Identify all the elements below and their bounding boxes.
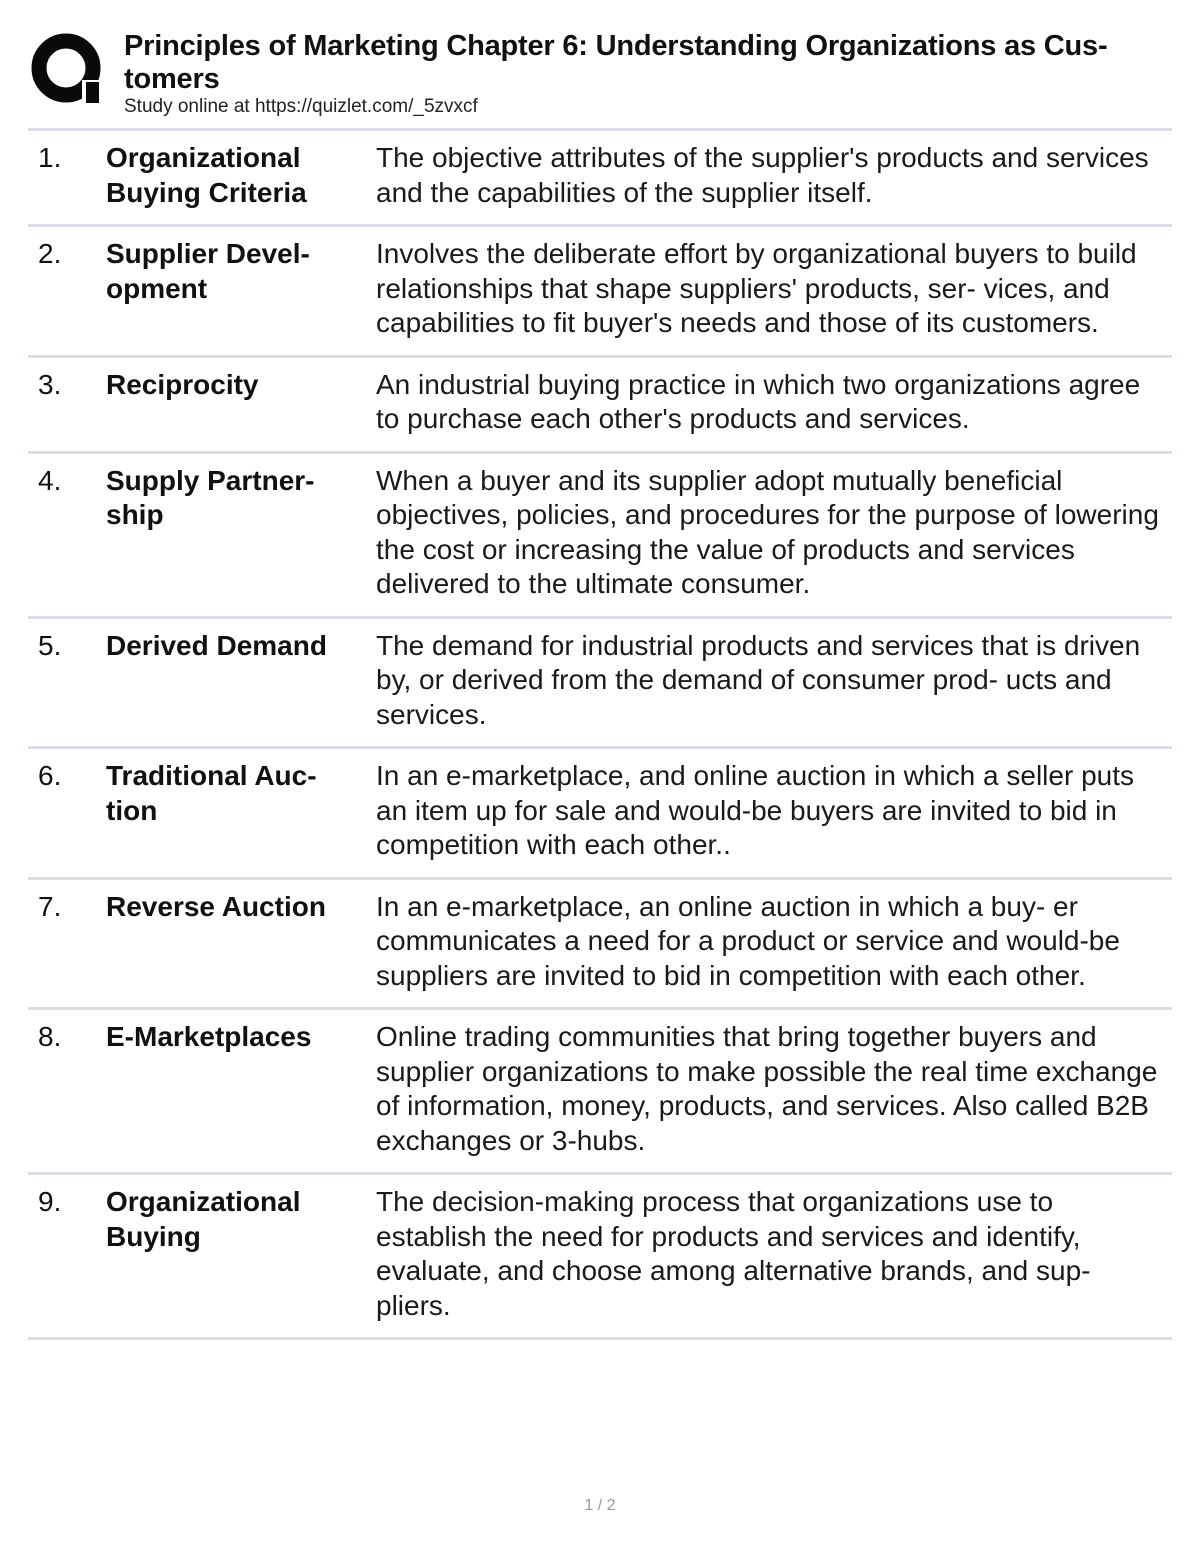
flashcard-row <box>28 227 1172 358</box>
card-definition: In an e-marketplace, an online auction in which a buy- er communicates a need for a product or service and would-be suppliers are invited to bid in competition with each other. <box>376 890 1120 991</box>
card-definition: The decision-making process that organizations use to establish the need for products and services and identify, evaluate, and choose among alternative brands, and sup- pliers. <box>376 1186 1091 1321</box>
flashcard-row <box>28 1010 1172 1175</box>
page-indicator: 1 / 2 <box>584 1497 616 1514</box>
card-number: 9. <box>38 1186 62 1217</box>
flashcard-row <box>28 358 1172 454</box>
flashcard-row <box>28 880 1172 1011</box>
card-term: Organizational Buying Criteria <box>106 142 307 208</box>
card-term: Supplier Devel- opment <box>106 238 310 304</box>
card-number: 6. <box>38 760 62 791</box>
document-title: Principles of Marketing Chapter 6: Understanding Organizations as Cus- tomers <box>124 30 1108 95</box>
card-term: Supply Partner- ship <box>106 464 315 530</box>
flashcard-row <box>28 1175 1172 1340</box>
card-number: 2. <box>38 238 62 269</box>
flashcard-row <box>28 619 1172 750</box>
card-definition: The demand for industrial products and services that is driven by, or derived from the demand of consumer prod- ucts and services. <box>376 629 1141 730</box>
card-number: 4. <box>38 464 62 496</box>
study-online-link[interactable]: Study online at https://quizlet.com/_5zvxcf <box>124 96 478 117</box>
card-term: Traditional Auc- tion <box>106 760 317 826</box>
card-term: Reverse Auction <box>106 890 326 922</box>
card-definition: Involves the deliberate effort by organizational buyers to build relationships that shape suppliers' products, ser- vices, and capabilities to fit buyer's needs and those of its customers. <box>376 238 1137 338</box>
card-number: 7. <box>38 890 62 922</box>
card-number: 5. <box>38 629 62 661</box>
card-term: Reciprocity <box>106 368 259 400</box>
card-definition: The objective attributes of the supplier's products and services and the capabilities of the supplier itself. <box>376 142 1149 208</box>
card-definition: Online trading communities that bring together buyers and supplier organizations to make possible the real time exchange of information, money, products, and services. Also called B2B exchanges or 3-hubs. <box>376 1021 1158 1156</box>
flashcard-row <box>28 749 1172 880</box>
card-number: 3. <box>38 368 62 400</box>
card-term: Derived Demand <box>106 629 327 661</box>
card-term: Organizational Buying <box>106 1186 301 1252</box>
flashcard-list <box>28 131 1172 1340</box>
flashcard-row <box>28 454 1172 619</box>
card-definition: When a buyer and its supplier adopt mutually beneficial objectives, policies, and procedures for the purpose of lowering the cost or increasing the value of products and services delivered to the ultimate consumer. <box>376 464 1159 599</box>
card-definition: In an e-marketplace, and online auction in which a seller puts an item up for sale and would-be buyers are invited to bid in competition with each other.. <box>376 760 1134 860</box>
quizlet-q-logo-icon <box>30 32 106 108</box>
card-term: E-Marketplaces <box>106 1021 312 1052</box>
flashcard-row <box>28 131 1172 227</box>
card-number: 1. <box>38 142 62 173</box>
card-definition: An industrial buying practice in which two organizations agree to purchase each other's products and services. <box>376 368 1141 434</box>
document-header <box>124 30 1194 118</box>
card-number: 8. <box>38 1021 62 1052</box>
